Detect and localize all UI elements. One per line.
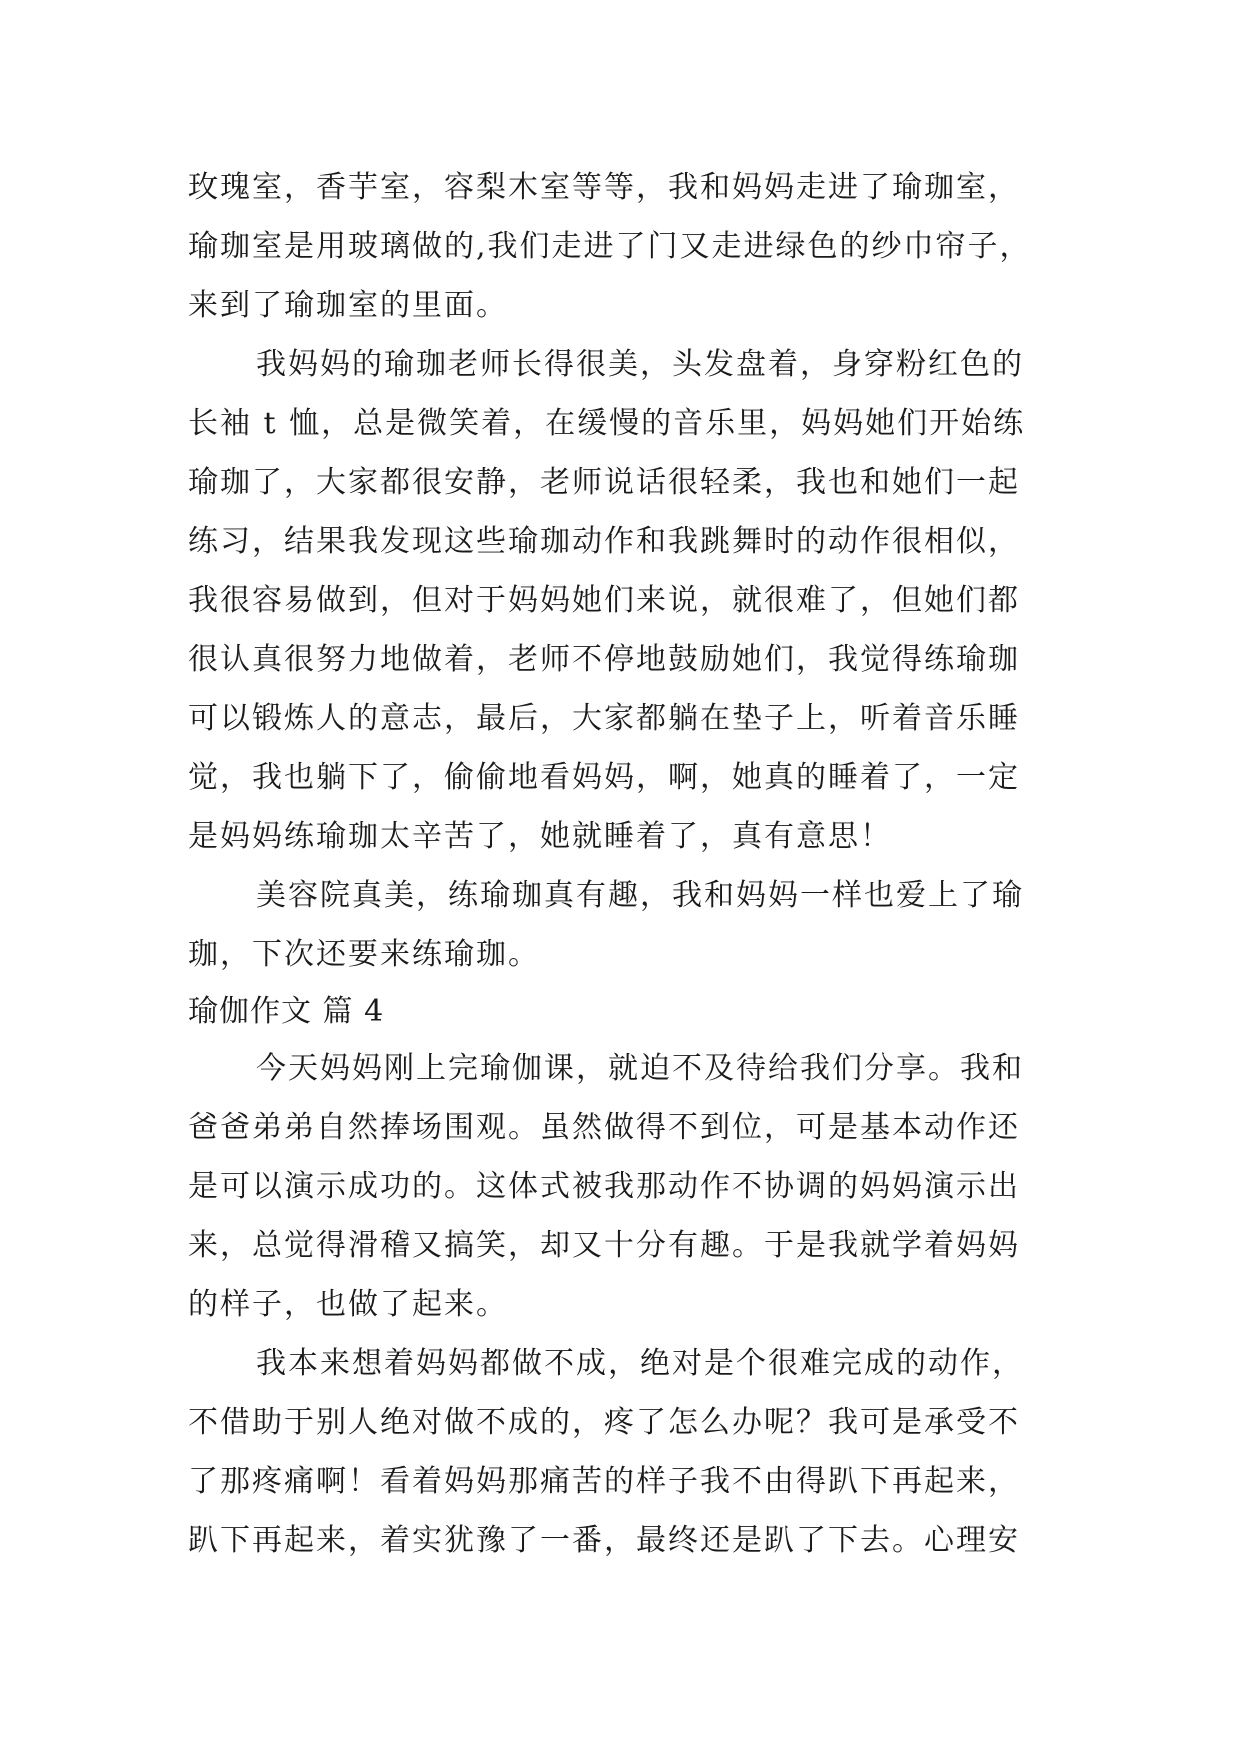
text-line: 爸爸弟弟自然捧场围观。虽然做得不到位，可是基本动作还: [188, 1110, 1020, 1145]
text-line: 是妈妈练瑜珈太辛苦了，她就睡着了，真有意思！: [188, 819, 892, 854]
text-line: 我本来想着妈妈都做不成，绝对是个很难完成的动作，: [256, 1346, 1024, 1381]
text-line: 可以锻炼人的意志，最后，大家都躺在垫子上，听着音乐睡: [188, 701, 1020, 736]
text-line: 瑜珈室是用玻璃做的,我们走进了门又走进绿色的纱巾帘子，: [188, 229, 1032, 264]
section-heading: 瑜伽作文 篇 4: [188, 994, 385, 1029]
text-line: 了那疼痛啊！看着妈妈那痛苦的样子我不由得趴下再起来，: [188, 1464, 1020, 1499]
text-line: 是可以演示成功的。这体式被我那动作不协调的妈妈演示出: [188, 1169, 1020, 1204]
text-line: 很认真很努力地做着，老师不停地鼓励她们，我觉得练瑜珈: [188, 642, 1020, 677]
text-line: 的样子，也做了起来。: [188, 1287, 508, 1322]
text-line: 练习，结果我发现这些瑜珈动作和我跳舞时的动作很相似，: [188, 524, 1020, 559]
text-line: 玫瑰室，香芋室，容梨木室等等，我和妈妈走进了瑜珈室，: [188, 170, 1020, 205]
text-line: 趴下再起来，着实犹豫了一番，最终还是趴了下去。心理安: [188, 1523, 1020, 1558]
text-line: 来，总觉得滑稽又搞笑，却又十分有趣。于是我就学着妈妈: [188, 1228, 1020, 1263]
text-line: 美容院真美，练瑜珈真有趣，我和妈妈一样也爱上了瑜: [256, 878, 1024, 913]
text-line: 我妈妈的瑜珈老师长得很美，头发盘着，身穿粉红色的: [256, 347, 1024, 382]
text-line: 长袖 t 恤，总是微笑着，在缓慢的音乐里，妈妈她们开始练: [188, 406, 1026, 441]
text-line: 不借助于别人绝对做不成的，疼了怎么办呢？我可是承受不: [188, 1405, 1020, 1440]
text-line: 瑜珈了，大家都很安静，老师说话很轻柔，我也和她们一起: [188, 465, 1020, 500]
text-line: 来到了瑜珈室的里面。: [188, 288, 508, 323]
text-line: 今天妈妈刚上完瑜伽课，就迫不及待给我们分享。我和: [256, 1051, 1024, 1086]
text-line: 我很容易做到，但对于妈妈她们来说，就很难了，但她们都: [188, 583, 1020, 618]
text-line: 珈，下次还要来练瑜珈。: [188, 937, 540, 972]
text-line: 觉，我也躺下了，偷偷地看妈妈，啊，她真的睡着了，一定: [188, 760, 1020, 795]
